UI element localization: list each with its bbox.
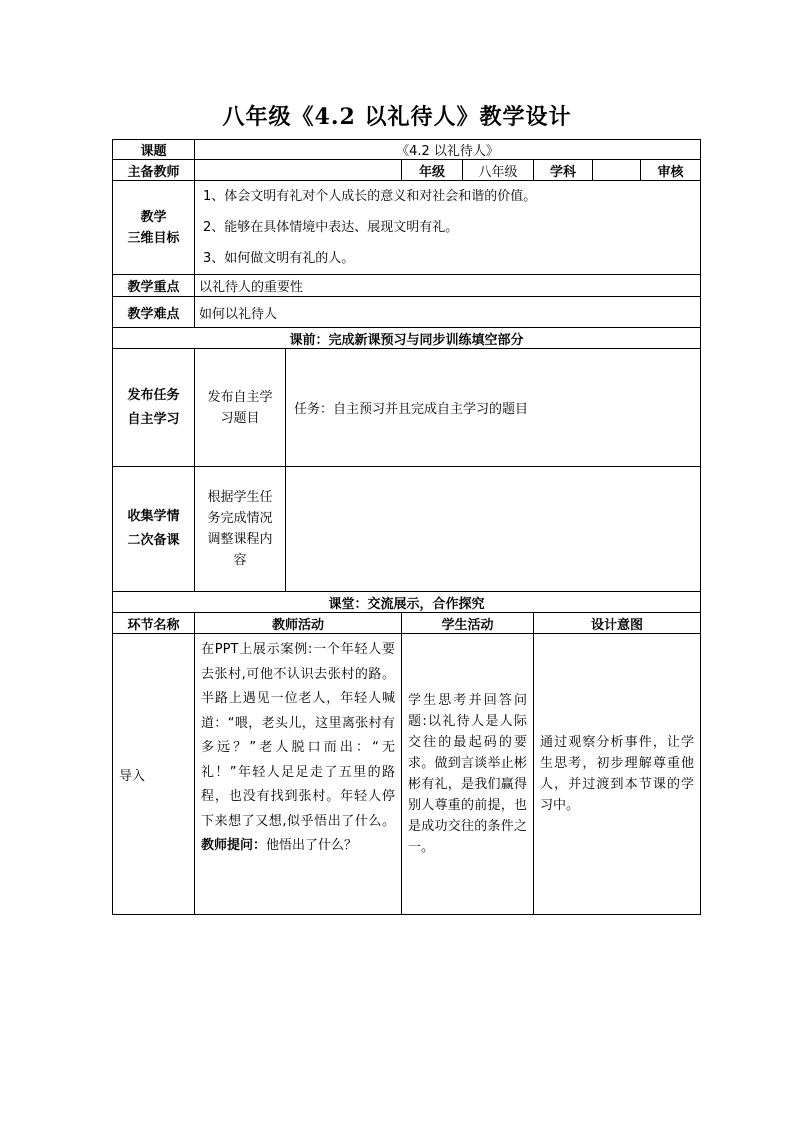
- info-row: [113, 160, 701, 181]
- publish-task-label: [113, 349, 195, 467]
- goal-item: 1、体会文明有礼对个人成长的意义和对社会和谐的价值。: [203, 189, 537, 204]
- collect-info-middle: 根据学生任务完成情况调整课程内容: [195, 467, 286, 592]
- pre-class-collect-row: [113, 467, 701, 592]
- pre-class-banner: 课前：完成新课预习与同步训练填空部分: [113, 328, 701, 349]
- difficulty-row: [113, 297, 701, 328]
- in-class-banner: 课堂：交流展示，合作探究: [113, 592, 701, 613]
- goals-row: [113, 181, 701, 275]
- goals-label: [113, 181, 195, 275]
- review-label: 审核: [641, 160, 701, 181]
- publish-task-label-line1: 发布任务: [127, 387, 180, 403]
- in-class-header-row: [113, 613, 701, 634]
- difficulty-value: 如何以礼待人: [195, 297, 701, 328]
- goals-label-line2: 三维目标: [127, 230, 180, 246]
- publish-task-middle: 发布自主学习题目: [195, 349, 286, 467]
- pre-class-task-row: [113, 349, 701, 467]
- design-intent: 通过观察分析事件，让学生思考，初步理解尊重他人，并过渡到本节课的学习中。: [534, 634, 701, 915]
- topic-row: [113, 140, 701, 160]
- teacher-activity-text: 在PPT上展示案例:一个年轻人要去张村,可他不认识去张村的路。半路上遇见一位老人，年轻人喊道：“喂，老头儿，这里离张村有多远？”老人脱口而出：“无礼！”年轻人足足走了五里的路程，也没有找到张村。年轻人停下来想了又想,似乎悟出了什么。: [201, 642, 395, 829]
- collect-info-label-line1: 收集学情: [127, 509, 180, 524]
- lesson-plan-table: [112, 139, 701, 915]
- publish-task-content: 任务：自主预习并且完成自主学习的题目: [286, 349, 701, 467]
- page-title: 八年级《4.2 以礼待人》教学设计: [222, 104, 572, 130]
- goal-item: 3、如何做文明有礼的人。: [203, 251, 355, 266]
- publish-task-label-line2: 自主学习: [127, 411, 180, 427]
- column-header-design: 设计意图: [534, 613, 701, 634]
- subject-value: [593, 160, 641, 181]
- key-point-row: [113, 275, 701, 297]
- goals-content: [195, 181, 701, 275]
- difficulty-label: 教学难点: [113, 297, 195, 328]
- teacher-question-label: 教师提问：: [201, 838, 267, 853]
- student-activity: 学生思考并回答问题:以礼待人是人际交往的最起码的要求。做到言谈举止彬彬有礼，是我们赢得别人尊重的前提，也是成功交往的条件之一。: [402, 634, 534, 915]
- key-point-value: 以礼待人的重要性: [195, 275, 701, 297]
- column-header-teacher: 教师活动: [195, 613, 402, 634]
- goal-item: 2、能够在具体情境中表达、展现文明有礼。: [203, 220, 459, 235]
- goals-label-line1: 教学: [140, 209, 167, 225]
- collect-info-label: [113, 467, 195, 592]
- lead-teacher-value: [195, 160, 402, 181]
- column-header-student: 学生活动: [402, 613, 534, 634]
- subject-label: 学科: [534, 160, 593, 181]
- collect-info-label-line2: 二次备课: [127, 533, 180, 548]
- pre-class-banner-row: [113, 328, 701, 349]
- grade-value: 八年级: [463, 160, 534, 181]
- grade-label: 年级: [402, 160, 463, 181]
- column-header-stage: 环节名称: [113, 613, 195, 634]
- teacher-question: 他悟出了什么？: [266, 838, 358, 853]
- collect-info-content: [286, 467, 701, 592]
- stage-name: 导入: [113, 634, 195, 915]
- lead-teacher-label: 主备教师: [113, 160, 195, 181]
- in-class-banner-row: [113, 592, 701, 613]
- topic-label: 课题: [113, 140, 195, 160]
- key-point-label: 教学重点: [113, 275, 195, 297]
- teacher-activity: [195, 634, 402, 915]
- topic-value: 《4.2 以礼待人》: [195, 140, 701, 160]
- lesson-step-row: [113, 634, 701, 915]
